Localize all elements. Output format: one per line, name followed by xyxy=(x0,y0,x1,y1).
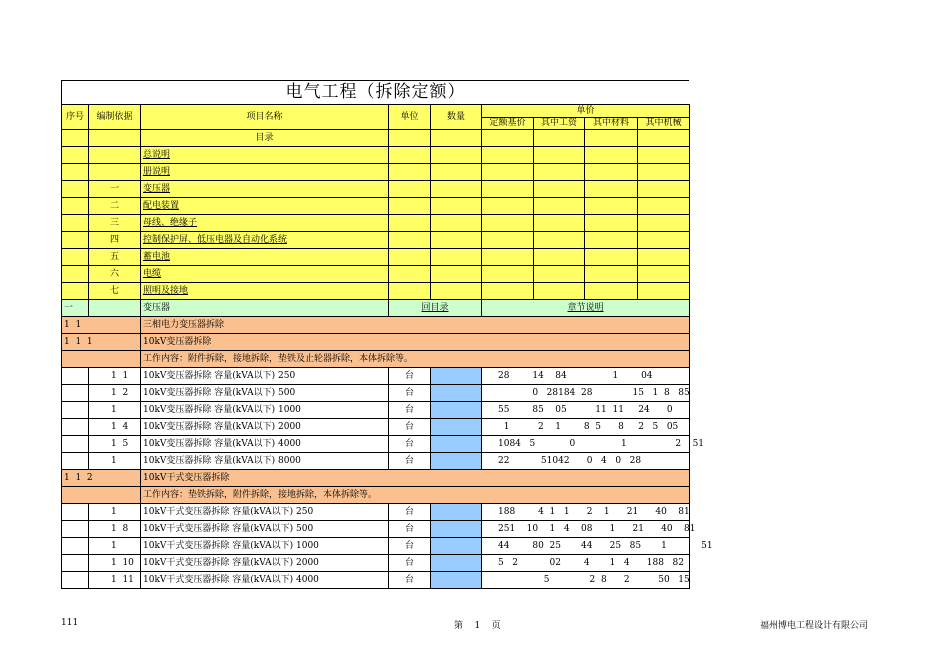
toc-num xyxy=(89,147,141,164)
header-row xyxy=(62,105,690,118)
toc-link[interactable]: 蓄电池 xyxy=(141,249,389,266)
toc-row xyxy=(62,266,690,283)
toc-num xyxy=(89,130,141,147)
work-content-row xyxy=(62,487,690,504)
toc-link[interactable]: 母线、绝缘子 xyxy=(141,215,389,232)
item-name: 10kV干式变压器拆除 容量(kVA以下) 4000 xyxy=(141,572,389,589)
item-unit: 台 xyxy=(389,368,431,385)
toc-link[interactable]: 照明及接地 xyxy=(141,283,389,300)
item-unit: 台 xyxy=(389,402,431,419)
item-unit: 台 xyxy=(389,436,431,453)
toc-row xyxy=(62,215,690,232)
item-unit: 台 xyxy=(389,419,431,436)
item-prices: 55 85 05 11 11 24 0 xyxy=(482,402,690,419)
toc-num: 七 xyxy=(89,283,141,300)
item-code: 1 11 xyxy=(89,572,141,589)
toc-num: 六 xyxy=(89,266,141,283)
item-unit: 台 xyxy=(389,521,431,538)
toc-row xyxy=(62,130,690,147)
header-labor: 其中工资 xyxy=(534,118,585,130)
footer-left: 111 xyxy=(61,618,79,628)
chapter-notes-link[interactable]: 章节说明 xyxy=(482,300,690,317)
toc-link[interactable]: 配电装置 xyxy=(141,198,389,215)
chapter-name: 变压器 xyxy=(141,300,389,317)
header-base-price: 定额基价 xyxy=(482,118,534,130)
item-prices: 44 80 25 44 25 85 1 51 xyxy=(482,538,690,555)
toc-row xyxy=(62,198,690,215)
header-unit: 单位 xyxy=(389,105,431,130)
item-name: 10kV干式变压器拆除 容量(kVA以下) 500 xyxy=(141,521,389,538)
toc-num: 五 xyxy=(89,249,141,266)
item-prices: 1084 5 0 1 2 51 xyxy=(482,436,690,453)
quantity-input[interactable] xyxy=(431,368,482,385)
item-name: 10kV变压器拆除 容量(kVA以下) 250 xyxy=(141,368,389,385)
company-name: 福州博电工程设计有限公司 xyxy=(760,621,869,631)
page-number: 第 1 页 xyxy=(454,621,501,631)
item-row xyxy=(62,453,690,470)
chapter-seq: 一 xyxy=(62,300,89,317)
item-prices: 188 4 1 1 2 1 21 40 81 xyxy=(482,504,690,521)
item-row xyxy=(62,555,690,572)
item-prices: 28 14 84 1 04 xyxy=(482,368,690,385)
toc-row xyxy=(62,147,690,164)
chapter-row xyxy=(62,300,690,317)
quantity-input[interactable] xyxy=(431,538,482,555)
item-code: 1 8 xyxy=(89,521,141,538)
toc-num xyxy=(89,164,141,181)
toc-num: 四 xyxy=(89,232,141,249)
work-content: 工作内容：附件拆除，接地拆除，垫铁及止轮器拆除，本体拆除等。 xyxy=(141,351,690,368)
toc-row xyxy=(62,249,690,266)
toc-link[interactable]: 册说明 xyxy=(141,164,389,181)
item-unit: 台 xyxy=(389,555,431,572)
subsection-row xyxy=(62,334,690,351)
item-prices: 1 2 1 8 5 8 2 5 05 xyxy=(482,419,690,436)
section-code: 1 1 2 xyxy=(62,470,141,487)
item-code: 1 xyxy=(89,538,141,555)
quantity-input[interactable] xyxy=(431,555,482,572)
item-prices: 5 2 8 2 50 15 xyxy=(482,572,690,589)
quantity-input[interactable] xyxy=(431,572,482,589)
toc-link[interactable]: 变压器 xyxy=(141,181,389,198)
toc-num: 一 xyxy=(89,181,141,198)
item-prices: 5 2 02 4 1 4 188 82 xyxy=(482,555,690,572)
toc-num: 二 xyxy=(89,198,141,215)
item-unit: 台 xyxy=(389,504,431,521)
item-code: 1 1 xyxy=(89,368,141,385)
item-unit: 台 xyxy=(389,538,431,555)
item-name: 10kV干式变压器拆除 容量(kVA以下) 1000 xyxy=(141,538,389,555)
item-row xyxy=(62,521,690,538)
section-row xyxy=(62,470,690,487)
item-prices: 251 10 1 4 08 1 21 40 81 xyxy=(482,521,690,538)
item-prices: 0 28184 28 15 1 8 85 xyxy=(482,385,690,402)
quantity-input[interactable] xyxy=(431,521,482,538)
toc-row xyxy=(62,283,690,300)
toc-link[interactable]: 控制保护屏、低压电器及自动化系统 xyxy=(141,232,389,249)
subsection-name: 10kV变压器拆除 xyxy=(141,334,690,351)
item-code: 1 xyxy=(89,402,141,419)
quantity-input[interactable] xyxy=(431,436,482,453)
header-material: 其中材料 xyxy=(585,118,638,130)
work-content-row xyxy=(62,351,690,368)
header-machine: 其中机械 xyxy=(638,118,690,130)
subsection-code: 1 1 1 xyxy=(62,334,141,351)
item-row xyxy=(62,419,690,436)
toc-link: 目录 xyxy=(141,130,389,147)
section-code: 1 1 xyxy=(62,317,141,334)
back-to-toc-link[interactable]: 回目录 xyxy=(389,300,482,317)
quota-table xyxy=(61,104,713,589)
item-name: 10kV变压器拆除 容量(kVA以下) 1000 xyxy=(141,402,389,419)
item-row xyxy=(62,402,690,419)
item-name: 10kV变压器拆除 容量(kVA以下) 500 xyxy=(141,385,389,402)
item-row xyxy=(62,572,690,589)
section-row xyxy=(62,317,690,334)
section-name: 10kV干式变压器拆除 xyxy=(141,470,690,487)
quantity-input[interactable] xyxy=(431,419,482,436)
quantity-input[interactable] xyxy=(431,504,482,521)
item-code: 1 5 xyxy=(89,436,141,453)
header-basis: 编制依据 xyxy=(89,105,141,130)
item-prices: 22 51042 0 4 0 28 xyxy=(482,453,690,470)
item-name: 10kV干式变压器拆除 容量(kVA以下) 250 xyxy=(141,504,389,521)
section-name: 三相电力变压器拆除 xyxy=(141,317,690,334)
toc-num: 三 xyxy=(89,215,141,232)
toc-link[interactable]: 电缆 xyxy=(141,266,389,283)
sheet-title: 电气工程（拆除定额） xyxy=(61,80,689,104)
quantity-input[interactable] xyxy=(431,402,482,419)
item-code: 1 10 xyxy=(89,555,141,572)
item-row xyxy=(62,538,690,555)
spreadsheet xyxy=(61,80,713,589)
item-code: 1 4 xyxy=(89,419,141,436)
item-name: 10kV变压器拆除 容量(kVA以下) 8000 xyxy=(141,453,389,470)
header-price: 单价 xyxy=(482,105,690,118)
quantity-input[interactable] xyxy=(431,453,482,470)
toc-row xyxy=(62,232,690,249)
header-qty: 数量 xyxy=(431,105,482,130)
quantity-input[interactable] xyxy=(431,385,482,402)
item-row xyxy=(62,504,690,521)
toc-row xyxy=(62,164,690,181)
item-unit: 台 xyxy=(389,453,431,470)
toc-row xyxy=(62,181,690,198)
item-unit: 台 xyxy=(389,385,431,402)
header-name: 项目名称 xyxy=(141,105,389,130)
item-name: 10kV变压器拆除 容量(kVA以下) 2000 xyxy=(141,419,389,436)
item-unit: 台 xyxy=(389,572,431,589)
toc-link[interactable]: 总说明 xyxy=(141,147,389,164)
item-code: 1 xyxy=(89,504,141,521)
item-row xyxy=(62,436,690,453)
item-code: 1 xyxy=(89,453,141,470)
item-code: 1 2 xyxy=(89,385,141,402)
item-row xyxy=(62,385,690,402)
item-name: 10kV变压器拆除 容量(kVA以下) 4000 xyxy=(141,436,389,453)
header-seq: 序号 xyxy=(62,105,89,130)
item-name: 10kV干式变压器拆除 容量(kVA以下) 2000 xyxy=(141,555,389,572)
item-row xyxy=(62,368,690,385)
work-content: 工作内容：垫铁拆除，附件拆除，接地拆除，本体拆除等。 xyxy=(141,487,690,504)
